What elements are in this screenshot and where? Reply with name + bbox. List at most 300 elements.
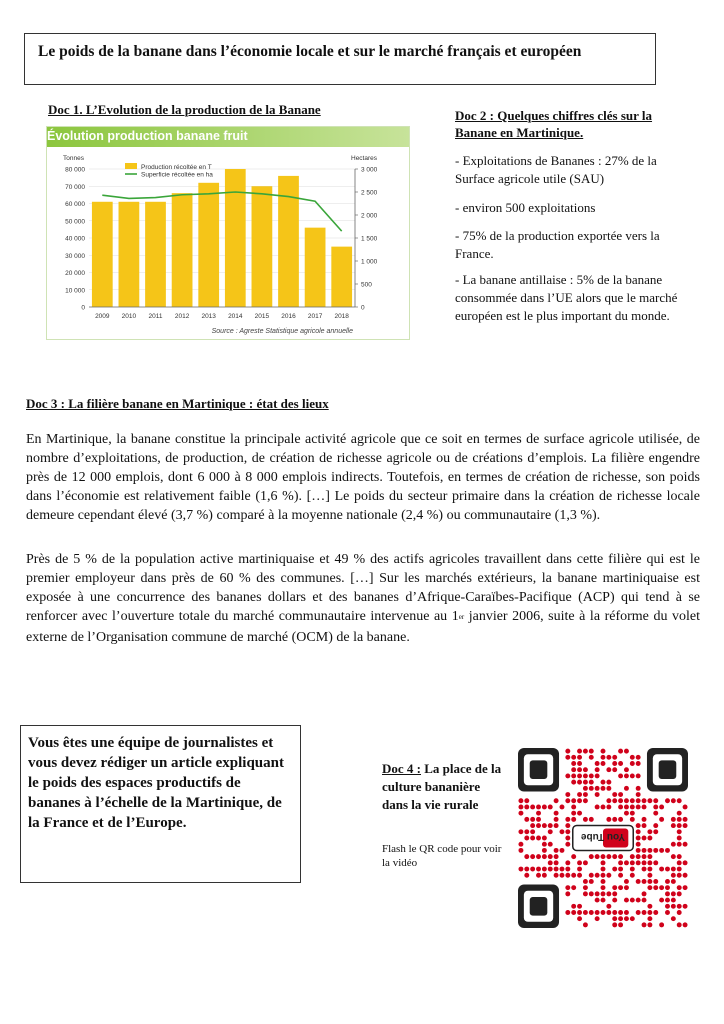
- qr-dot: [618, 922, 623, 927]
- qr-dot: [671, 842, 676, 847]
- qr-dot: [554, 798, 559, 803]
- qr-dot: [630, 916, 635, 921]
- qr-dot: [647, 798, 652, 803]
- qr-dot: [577, 860, 582, 865]
- qr-dot: [618, 792, 623, 797]
- qr-dot: [630, 898, 635, 903]
- bar: [252, 186, 273, 307]
- qr-dot: [618, 773, 623, 778]
- bar: [331, 247, 352, 307]
- qr-dot: [630, 805, 635, 810]
- doc4-label: Doc 4 :: [382, 761, 421, 776]
- qr-dot: [583, 773, 588, 778]
- qr-dot: [554, 811, 559, 816]
- qr-dot: [677, 910, 682, 915]
- qr-dot: [624, 879, 629, 884]
- qr-dot: [606, 780, 611, 785]
- qr-dot: [601, 885, 606, 890]
- bar: [119, 202, 140, 307]
- qr-dot: [612, 885, 617, 890]
- qr-dot: [565, 842, 570, 847]
- y-tick-right: 2 500: [361, 189, 378, 197]
- qr-dot: [530, 854, 535, 859]
- qr-dot: [647, 879, 652, 884]
- qr-dot: [589, 749, 594, 754]
- qr-dot: [554, 873, 559, 878]
- qr-dot: [595, 910, 600, 915]
- bar: [225, 169, 246, 307]
- qr-dot: [630, 773, 635, 778]
- qr-dot: [642, 848, 647, 853]
- qr-dot: [577, 904, 582, 909]
- qr-dot: [647, 922, 652, 927]
- qr-dot: [536, 817, 541, 822]
- qr-dot: [542, 805, 547, 810]
- qr-dot: [524, 854, 529, 859]
- qr-dot: [542, 848, 547, 853]
- qr-dot: [577, 773, 582, 778]
- qr-dot: [636, 773, 641, 778]
- ordinal-suffix: er: [458, 613, 465, 621]
- qr-dot: [583, 922, 588, 927]
- qr-dot: [642, 854, 647, 859]
- qr-dot: [677, 873, 682, 878]
- qr-dot: [595, 773, 600, 778]
- qr-dot: [518, 867, 523, 872]
- qr-dot: [624, 798, 629, 803]
- qr-dot: [583, 879, 588, 884]
- qr-dot: [601, 898, 606, 903]
- qr-dot: [671, 867, 676, 872]
- qr-dot: [612, 792, 617, 797]
- qr-dot: [636, 854, 641, 859]
- qr-dot: [565, 798, 570, 803]
- qr-dot: [612, 891, 617, 896]
- doc2-item-4: - La banane antillaise : 5% de la banane consommée dans l’UE alors que le marché européen est le plus important du monde.: [455, 272, 678, 323]
- qr-dot: [659, 885, 664, 890]
- qr-dot: [630, 761, 635, 766]
- qr-dot: [683, 860, 688, 865]
- qr-dot: [518, 805, 523, 810]
- qr-dot: [630, 860, 635, 865]
- qr-dot: [571, 910, 576, 915]
- qr-dot: [612, 910, 617, 915]
- y-tick-right: 1 000: [361, 258, 378, 266]
- qr-dot: [583, 786, 588, 791]
- qr-dot: [653, 860, 658, 865]
- y-tick-right: 500: [361, 281, 372, 289]
- qr-dot: [647, 904, 652, 909]
- qr-dot: [677, 891, 682, 896]
- qr-dot: [659, 922, 664, 927]
- qr-dot: [595, 805, 600, 810]
- qr-dot: [618, 873, 623, 878]
- qr-dot: [677, 854, 682, 859]
- qr-dot: [647, 873, 652, 878]
- qr-dot: [630, 873, 635, 878]
- qr-dot: [518, 811, 523, 816]
- page-title: Le poids de la banane dans l’économie locale et sur le marché français et européen: [38, 43, 582, 60]
- production-chart: [46, 126, 410, 340]
- doc2-item-1: - Exploitations de Bananes : 27% de la Surface agricole utile (SAU): [455, 153, 657, 186]
- qr-dot: [548, 842, 553, 847]
- qr-dot: [524, 873, 529, 878]
- qr-dot: [583, 767, 588, 772]
- qr-dot: [636, 798, 641, 803]
- qr-dot: [595, 873, 600, 878]
- qr-dot: [554, 867, 559, 872]
- qr-dot: [677, 860, 682, 865]
- qr-dot: [677, 836, 682, 841]
- qr-dot: [583, 792, 588, 797]
- doc4-title: La place de la culture bananière dans la vie rurale: [382, 761, 502, 812]
- y-tick-left: 30 000: [65, 252, 85, 260]
- qr-dot: [612, 854, 617, 859]
- x-tick: 2014: [228, 313, 243, 320]
- qr-dot: [677, 867, 682, 872]
- qr-dot: [624, 898, 629, 903]
- qr-dot: [677, 817, 682, 822]
- qr-dot: [565, 836, 570, 841]
- qr-dot: [636, 755, 641, 760]
- qr-dot: [624, 767, 629, 772]
- qr-dot: [665, 879, 670, 884]
- qr-dot: [536, 854, 541, 859]
- qr-dot: [542, 854, 547, 859]
- qr-dot: [612, 767, 617, 772]
- qr-dot: [665, 910, 670, 915]
- qr-dot: [653, 798, 658, 803]
- legend-swatch-bar: [125, 163, 137, 169]
- qr-dot: [647, 916, 652, 921]
- qr-dot: [601, 860, 606, 865]
- qr-dot: [589, 755, 594, 760]
- y-axis-label-left: Tonnes: [63, 155, 84, 162]
- y-tick-left: 20 000: [65, 270, 85, 277]
- qr-dot: [536, 836, 541, 841]
- youtube-badge-text: You Tube: [580, 831, 626, 842]
- y-axis-label-right: Hectares: [351, 155, 378, 162]
- qr-dot: [554, 860, 559, 865]
- qr-dot: [671, 798, 676, 803]
- qr-dot: [565, 749, 570, 754]
- qr-dot: [636, 879, 641, 884]
- qr-dot: [624, 786, 629, 791]
- qr-dot: [589, 879, 594, 884]
- qr-dot: [636, 860, 641, 865]
- qr-dot: [524, 805, 529, 810]
- qr-dot: [577, 873, 582, 878]
- qr-dot: [530, 817, 535, 822]
- qr-dot: [536, 873, 541, 878]
- qr-dot: [601, 805, 606, 810]
- bar: [172, 193, 193, 307]
- qr-finder-inner: [530, 760, 548, 779]
- qr-dot: [665, 904, 670, 909]
- doc2-item-3: - 75% de la production exportée vers la France.: [455, 228, 660, 261]
- y-tick-right: 0: [361, 304, 365, 312]
- qr-dot: [518, 848, 523, 853]
- qr-dot: [636, 829, 641, 834]
- qr-dot: [642, 860, 647, 865]
- qr-dot: [659, 898, 664, 903]
- qr-dot: [601, 854, 606, 859]
- qr-dot: [683, 817, 688, 822]
- qr-dot: [624, 749, 629, 754]
- qr-dot: [571, 761, 576, 766]
- qr-dot: [642, 798, 647, 803]
- qr-dot: [671, 823, 676, 828]
- qr-dot: [677, 811, 682, 816]
- qr-dot: [653, 879, 658, 884]
- qr-dot: [583, 780, 588, 785]
- qr-dot: [683, 873, 688, 878]
- doc1-heading: Doc 1. L’Evolution de la production de la Banane: [48, 102, 321, 117]
- bar: [92, 202, 113, 307]
- qr-dot: [595, 854, 600, 859]
- qr-dot: [606, 755, 611, 760]
- qr-dot: [618, 798, 623, 803]
- qr-dot: [647, 885, 652, 890]
- qr-dot: [671, 891, 676, 896]
- qr-dot: [630, 755, 635, 760]
- qr-dot: [583, 885, 588, 890]
- qr-dot: [624, 811, 629, 816]
- qr-dot: [642, 910, 647, 915]
- doc3-paragraph-1: En Martinique, la banane constitue la principale activité agricole que ce soit en termes de surface agricole utilisée, de nombre d’exploitations, de production, de création de richesse agricole ou de créations d’emplois. La filière engendre près de 12 000 emplois, dont 6 000 à 8 000 emplois indirects. Toutefois, en termes de création de richesse, son poids dans l’économie est relativement faible (1,6 %). […] Le poids du secteur primaire dans la création de richesse locale demeure cependant élevé (3,7 %) comparé à la moyenne nationale (2,4 %) ou communautaire (1,3 %).: [26, 432, 700, 523]
- qr-dot: [624, 910, 629, 915]
- doc4-heading: [382, 760, 507, 814]
- qr-dot: [536, 805, 541, 810]
- qr-dot: [583, 891, 588, 896]
- y-tick-right: 1 500: [361, 235, 378, 243]
- qr-finder-inner: [659, 760, 677, 779]
- qr-dot: [524, 836, 529, 841]
- qr-dot: [577, 761, 582, 766]
- legend-label-line: Superficie récoltée en ha: [141, 171, 213, 179]
- qr-dot: [583, 817, 588, 822]
- qr-dot: [571, 780, 576, 785]
- qr-dot: [560, 829, 565, 834]
- qr-dot: [542, 823, 547, 828]
- qr-dot: [606, 891, 611, 896]
- qr-dot: [665, 898, 670, 903]
- y-tick-left: 0: [81, 304, 85, 312]
- qr-dot: [577, 767, 582, 772]
- x-tick: 2012: [174, 313, 190, 320]
- qr-dot: [601, 786, 606, 791]
- qr-dot: [618, 867, 623, 872]
- qr-dot: [642, 836, 647, 841]
- qr-dot: [671, 873, 676, 878]
- qr-dot: [589, 873, 594, 878]
- qr-dot: [618, 761, 623, 766]
- qr-dot: [565, 773, 570, 778]
- x-tick: 2013: [201, 313, 216, 320]
- qr-dot: [630, 854, 635, 859]
- qr-dot: [589, 786, 594, 791]
- y-tick-right: 3 000: [361, 166, 378, 174]
- qr-dot: [542, 842, 547, 847]
- qr-dot: [636, 805, 641, 810]
- qr-dot: [612, 761, 617, 766]
- x-tick: 2011: [148, 313, 163, 320]
- qr-dot: [565, 867, 570, 872]
- qr-dot: [583, 910, 588, 915]
- qr-dot: [571, 885, 576, 890]
- qr-dot: [636, 761, 641, 766]
- qr-dot: [612, 798, 617, 803]
- qr-dot: [612, 755, 617, 760]
- qr-dot: [548, 823, 553, 828]
- qr-dot: [571, 755, 576, 760]
- qr-dot: [565, 792, 570, 797]
- qr-dot: [524, 798, 529, 803]
- qr-dot: [606, 786, 611, 791]
- x-tick: 2018: [334, 313, 349, 320]
- qr-dot: [571, 773, 576, 778]
- qr-dot: [612, 817, 617, 822]
- qr-dot: [636, 898, 641, 903]
- qr-dot: [606, 854, 611, 859]
- qr-dot: [630, 817, 635, 822]
- x-tick: 2016: [281, 313, 296, 320]
- qr-dot: [518, 829, 523, 834]
- qr-dot: [577, 910, 582, 915]
- qr-dot: [677, 829, 682, 834]
- qr-dot: [601, 867, 606, 872]
- qr-dot: [647, 867, 652, 872]
- qr-dot: [659, 848, 664, 853]
- qr-dot: [671, 854, 676, 859]
- qr-dot: [647, 910, 652, 915]
- qr-dot: [560, 873, 565, 878]
- qr-dot: [630, 811, 635, 816]
- qr-dot: [577, 792, 582, 797]
- chart-source: Source : Agreste Statistique agricole annuelle: [211, 328, 353, 335]
- qr-dot: [671, 879, 676, 884]
- qr-dot: [606, 767, 611, 772]
- qr-dot: [636, 842, 641, 847]
- doc3-heading: Doc 3 : La filière banane en Martinique : état des lieux: [26, 396, 329, 411]
- qr-dot: [571, 805, 576, 810]
- qr-dot: [653, 811, 658, 816]
- qr-dot: [647, 829, 652, 834]
- qr-dot: [589, 817, 594, 822]
- qr-dot: [618, 805, 623, 810]
- doc3-paragraph-2: [26, 550, 700, 647]
- qr-dot: [571, 798, 576, 803]
- y-tick-left: 50 000: [65, 218, 85, 226]
- qr-dot: [565, 873, 570, 878]
- qr-dot: [683, 842, 688, 847]
- qr-dot: [601, 891, 606, 896]
- bar: [145, 202, 166, 307]
- qr-dot: [554, 848, 559, 853]
- qr-dot: [642, 823, 647, 828]
- qr-dot: [601, 749, 606, 754]
- qr-dot: [554, 823, 559, 828]
- qr-dot: [636, 823, 641, 828]
- qr-dot: [595, 786, 600, 791]
- qr-dot: [636, 910, 641, 915]
- qr-dot: [618, 749, 623, 754]
- qr-dot: [677, 922, 682, 927]
- qr-dot: [659, 817, 664, 822]
- qr-dot: [518, 798, 523, 803]
- qr-dot: [671, 817, 676, 822]
- qr-dot: [636, 836, 641, 841]
- qr-dot: [583, 749, 588, 754]
- legend-label-bar: Production récoltée en T: [141, 164, 212, 171]
- qr-dot: [636, 792, 641, 797]
- qr-dot: [601, 910, 606, 915]
- qr-dot: [536, 867, 541, 872]
- qr-dot: [595, 761, 600, 766]
- qr-dot: [665, 848, 670, 853]
- qr-dot: [671, 898, 676, 903]
- qr-dot: [630, 867, 635, 872]
- qr-dot: [571, 904, 576, 909]
- qr-dot: [618, 910, 623, 915]
- qr-dot: [565, 755, 570, 760]
- x-tick: 2009: [95, 313, 110, 320]
- bar: [305, 228, 326, 307]
- qr-dot: [554, 854, 559, 859]
- qr-dot: [630, 798, 635, 803]
- qr-dot: [589, 773, 594, 778]
- qr-dot: [653, 848, 658, 853]
- qr-dot: [677, 904, 682, 909]
- chart-plot: [47, 147, 409, 339]
- qr-dot: [653, 823, 658, 828]
- qr-dot: [548, 805, 553, 810]
- qr-code-icon[interactable]: [518, 748, 688, 928]
- qr-dot: [642, 922, 647, 927]
- qr-dot: [606, 904, 611, 909]
- qr-dot: [618, 854, 623, 859]
- doc2-heading: Doc 2 : Quelques chiffres clés sur la Banane en Martinique.: [455, 108, 653, 140]
- qr-dot: [536, 811, 541, 816]
- qr-dot: [677, 842, 682, 847]
- qr-dot: [683, 805, 688, 810]
- qr-dot: [642, 891, 647, 896]
- y-tick-right: 2 000: [361, 212, 378, 220]
- qr-dot: [601, 879, 606, 884]
- qr-dot: [612, 922, 617, 927]
- qr-dot: [542, 867, 547, 872]
- qr-dot: [560, 805, 565, 810]
- qr-dot: [577, 867, 582, 872]
- qr-dot: [677, 885, 682, 890]
- qr-dot: [565, 817, 570, 822]
- qr-dot: [624, 916, 629, 921]
- qr-dot: [583, 860, 588, 865]
- qr-dot: [647, 860, 652, 865]
- qr-dot: [642, 867, 647, 872]
- qr-dot: [601, 780, 606, 785]
- qr-dot: [606, 910, 611, 915]
- qr-dot: [665, 891, 670, 896]
- qr-dot: [589, 854, 594, 859]
- doc3-paragraph-2-part-a: Près de 5 % de la population active martiniquaise et 49 % des actifs agricoles travaillent dans cette filière qui est le premier employeur dans près de 60 % des communes. […] Sur les marchés extérieurs, la banane martiniquaise est exposée à une concurrence des bananes dollars et des bananes d’Afrique-Caraïbes-Pacifique (ACP) qui tend à se renforcer avec l’ouverture totale du marché communautaire intervenue au 1: [26, 552, 700, 624]
- qr-dot: [601, 873, 606, 878]
- qr-dot: [624, 773, 629, 778]
- qr-dot: [606, 798, 611, 803]
- qr-dot: [612, 898, 617, 903]
- qr-dot: [642, 817, 647, 822]
- qr-dot: [618, 860, 623, 865]
